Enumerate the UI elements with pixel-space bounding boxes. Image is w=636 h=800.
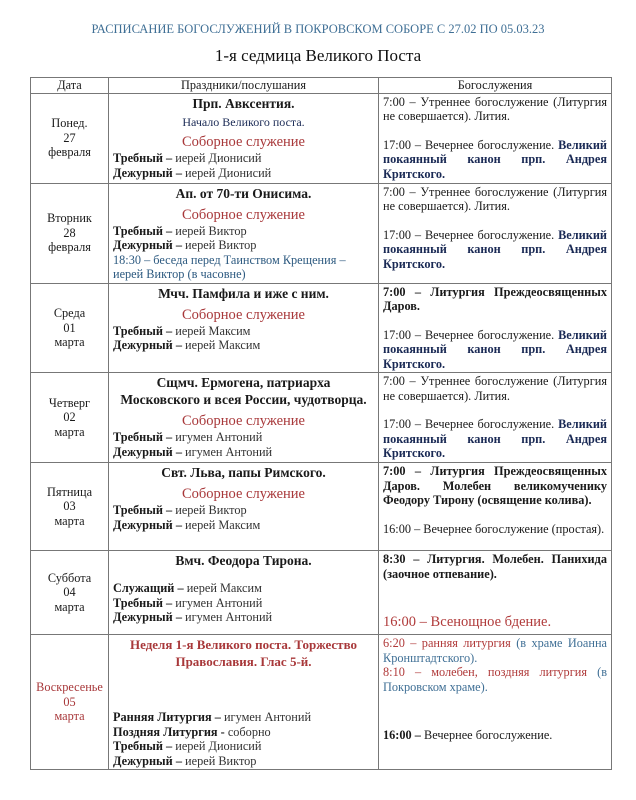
spacer: [113, 670, 374, 710]
date-cell: [31, 373, 109, 463]
duty-role: Требный: [113, 151, 163, 165]
service-text: 17:00 – Вечернее богослужение.: [383, 417, 559, 431]
duty-sep: –: [162, 323, 176, 338]
column-header-feasts: Праздники/послушания: [109, 78, 379, 94]
feast-title: Московского и всея России, чудотворца.: [120, 392, 367, 407]
duty-line: [113, 430, 374, 445]
service-text: Великий покаянный канон прп. Андрея Критского.: [383, 137, 607, 181]
duty-role: Требный: [113, 595, 163, 610]
duty-line: [113, 725, 374, 740]
table-row: [31, 463, 612, 551]
duty-sep: -: [217, 724, 228, 739]
date-line: Воскресенье: [36, 680, 103, 695]
duty-sep: –: [172, 165, 186, 180]
duty-line: [113, 338, 374, 353]
service-entry: [383, 615, 607, 630]
service-entry: [383, 185, 607, 214]
service-text: (в храме Иоанна Кронштадтского).: [383, 636, 607, 665]
duty-sep: –: [211, 710, 224, 724]
services-cell: [379, 183, 612, 283]
service-entry: [383, 228, 607, 272]
table-row: [31, 551, 612, 635]
date-line: 28: [63, 225, 76, 240]
service-entry: [383, 522, 607, 537]
duty-role: Дежурный: [113, 165, 173, 180]
duty-role: Ранняя Литургия: [113, 710, 212, 724]
service-text: 7:00 – Утреннее богослужение (Литургия не совершается). Лития.: [383, 94, 607, 123]
duty-line: [113, 518, 374, 533]
duty-person: игумен Антоний: [223, 710, 312, 724]
duty-sep: –: [162, 595, 176, 610]
feast-cell: [109, 93, 379, 183]
duty-line: [113, 166, 374, 181]
table-row: [31, 93, 612, 183]
date-line: февраля: [48, 240, 91, 255]
services-cell: [379, 373, 612, 463]
duty-role: Требный: [113, 430, 163, 444]
duty-role: Требный: [113, 503, 163, 517]
date-line: Суббота: [47, 570, 92, 585]
date-cell: [31, 635, 109, 770]
duty-person: игумен Антоний: [185, 444, 273, 459]
service-text: 6:20 – ранняя литургия: [383, 636, 517, 650]
feast-title: Вмч. Феодора Тирона.: [175, 553, 312, 568]
duty-role: Дежурный: [113, 517, 173, 532]
services-cell: [379, 93, 612, 183]
date-line: марта: [54, 424, 85, 439]
date-line: Среда: [53, 306, 86, 320]
services-cell: [379, 283, 612, 373]
date-line: марта: [54, 709, 85, 724]
service-text: 17:00 – Вечернее богослужение.: [383, 227, 559, 242]
duty-person: иерей Максим: [186, 581, 262, 595]
table-row: [31, 283, 612, 373]
duty-sep: –: [162, 739, 176, 753]
duty-line: [113, 754, 374, 769]
table-row: [31, 373, 612, 463]
duty-sep: –: [172, 238, 186, 252]
service-entry: [383, 285, 607, 314]
feast-cell: [109, 551, 379, 635]
service-text: 7:00 – Литургия Преждеосвященных Даров. Молебен великомученику Феодору Тирону (освящение колива).: [383, 464, 607, 507]
service-text: 17:00 – Вечернее богослужение.: [383, 327, 559, 342]
duty-sep: –: [172, 610, 186, 624]
duty-person: игумен Антоний: [175, 430, 263, 444]
service-text: 7:00 – Утреннее богослужение (Литургия не совершается). Лития.: [383, 184, 607, 213]
date-cell: [31, 283, 109, 373]
duty-person: иерей Виктор: [185, 753, 257, 768]
duty-line: [113, 739, 374, 754]
date-line: марта: [54, 599, 85, 614]
table-header: [31, 78, 612, 94]
feast-title: Мчч. Памфила и иже с ним.: [158, 285, 329, 301]
duty-role: Дежурный: [113, 610, 173, 624]
feast-cell: [109, 183, 379, 283]
service-text: 8:10 – молебен, поздняя литургия: [383, 665, 598, 679]
duty-person: иерей Максим: [175, 323, 251, 338]
feast-title: Сщмч. Ермогена, патриарха: [156, 375, 331, 390]
sobor-label: Соборное служение: [182, 134, 305, 150]
service-text: (в Покровском храме).: [383, 665, 607, 694]
feast-cell: [109, 635, 379, 770]
feast-title: Свт. Льва, папы Римского.: [161, 465, 326, 480]
service-entry: [383, 665, 607, 694]
service-text: 8:30 – Литургия. Молебен. Панихида (заочное отпевание).: [383, 552, 607, 581]
duty-sep: –: [172, 338, 186, 352]
duty-line: [113, 445, 374, 460]
date-line: марта: [54, 335, 85, 349]
date-cell: [31, 551, 109, 635]
sobor-label: Соборное служение: [182, 306, 305, 323]
duty-sep: –: [172, 753, 186, 768]
duty-sep: –: [162, 503, 176, 517]
duty-role: Поздняя Литургия: [113, 724, 218, 739]
week-title: 1-я седмица Великого Поста: [214, 46, 422, 65]
sobor-label: Соборное служение: [182, 206, 305, 223]
date-cell: [31, 93, 109, 183]
feast-title: Ап. от 70-ти Онисима.: [175, 185, 312, 201]
date-cell: [31, 463, 109, 551]
duty-role: Требный: [113, 739, 163, 753]
service-text: Великий покаянный канон прп. Андрея Критского.: [383, 327, 607, 371]
duty-person: иерей Дионисий: [185, 165, 272, 180]
duty-sep: –: [162, 223, 176, 238]
date-line: Пятница: [46, 484, 93, 499]
feast-title: Неделя 1-я Великого поста. Торжество: [129, 637, 357, 652]
spacer: [113, 569, 374, 581]
duty-sep: –: [162, 430, 176, 444]
duty-line: [113, 610, 374, 625]
duty-person: иерей Виктор: [175, 223, 247, 238]
service-text: Вечернее богослужение.: [424, 728, 553, 742]
duty-line: [113, 710, 374, 725]
sobor-label: Соборное служение: [182, 486, 305, 502]
table-row: [31, 635, 612, 770]
service-entry: [383, 464, 607, 508]
duty-role: Требный: [113, 223, 163, 238]
service-entry: [383, 138, 607, 182]
date-cell: [31, 183, 109, 283]
service-text: 7:00 – Литургия Преждеосвященных Даров.: [383, 284, 607, 313]
duty-sep: –: [174, 581, 187, 595]
duty-sep: –: [172, 517, 186, 532]
duty-person: игумен Антоний: [175, 595, 263, 610]
feast-title: Православия. Глас 5-й.: [175, 654, 312, 669]
service-text: Великий покаянный канон прп. Андрея Критского.: [383, 227, 607, 271]
duty-role: Служащий: [113, 581, 175, 595]
date-line: 03: [63, 499, 76, 514]
feast-cell: [109, 373, 379, 463]
date-line: 01: [63, 320, 76, 335]
services-cell: [379, 463, 612, 551]
service-text: 7:00 – Утреннее богослужение (Литургия не совершается). Лития.: [383, 374, 607, 403]
date-line: 05: [63, 694, 76, 709]
duty-person: игумен Антоний: [185, 610, 273, 624]
duty-line: [113, 581, 374, 596]
schedule-table: [30, 77, 612, 770]
duty-role: Дежурный: [113, 753, 173, 768]
duty-line: [113, 596, 374, 611]
services-cell: [379, 551, 612, 635]
column-header-services: Богослужения: [379, 78, 612, 94]
service-text: 16:00 – Всенощное бдение.: [383, 614, 552, 630]
duty-person: иерей Виктор: [185, 238, 257, 252]
feast-title: Прп. Авксентия.: [192, 95, 295, 111]
duty-role: Дежурный: [113, 238, 173, 252]
service-entry: [383, 636, 607, 665]
service-entry: [383, 417, 607, 461]
duty-line: [113, 224, 374, 239]
date-line: марта: [54, 513, 85, 528]
duty-person: иерей Дионисий: [175, 151, 262, 165]
duty-role: Дежурный: [113, 338, 173, 352]
service-text: Великий покаянный канон прп. Андрея Критского.: [383, 417, 607, 460]
service-entry: [383, 328, 607, 372]
date-line: Четверг: [48, 395, 91, 410]
date-line: 04: [63, 585, 76, 600]
service-entry: [383, 95, 607, 124]
feast-cell: [109, 283, 379, 373]
extra-note: 18:30 – беседа перед Таинством Крещения – иерей Виктор (в часовне): [113, 252, 346, 281]
service-text: 16:00 – Вечернее богослужение (простая).: [383, 521, 605, 536]
duty-person: соборно: [227, 724, 271, 739]
duty-role: Требный: [113, 323, 163, 338]
duty-sep: –: [162, 151, 176, 165]
duty-person: иерей Виктор: [175, 503, 247, 517]
column-header-date: Дата: [31, 78, 109, 94]
date-line: Понед.: [51, 116, 88, 131]
service-text: 17:00 – Вечернее богослужение.: [383, 137, 559, 152]
duty-person: иерей Максим: [185, 517, 261, 532]
service-entry: [383, 374, 607, 403]
duty-person: иерей Максим: [185, 338, 261, 352]
service-entry: [383, 552, 607, 581]
date-line: Вторник: [47, 211, 92, 226]
date-line: февраля: [48, 145, 91, 160]
services-cell: [379, 635, 612, 770]
duty-line: [113, 324, 374, 339]
sobor-label: Соборное служение: [182, 413, 305, 429]
document-title: РАСПИСАНИЕ БОГОСЛУЖЕНИЙ В ПОКРОВСКОМ СОБОРЕ С 27.02 ПО 05.03.23: [91, 22, 545, 36]
duty-sep: –: [172, 444, 186, 459]
date-line: 02: [63, 410, 76, 425]
duty-line: [113, 503, 374, 518]
duty-role: Дежурный: [113, 444, 173, 459]
service-entry: [383, 728, 607, 743]
feast-note: Начало Великого поста.: [182, 114, 305, 129]
table-row: [31, 183, 612, 283]
feast-cell: [109, 463, 379, 551]
duty-person: иерей Дионисий: [175, 739, 262, 753]
service-text: 16:00 –: [383, 728, 424, 742]
duty-line: [113, 238, 374, 253]
date-line: 27: [63, 130, 76, 145]
duty-line: [113, 151, 374, 166]
